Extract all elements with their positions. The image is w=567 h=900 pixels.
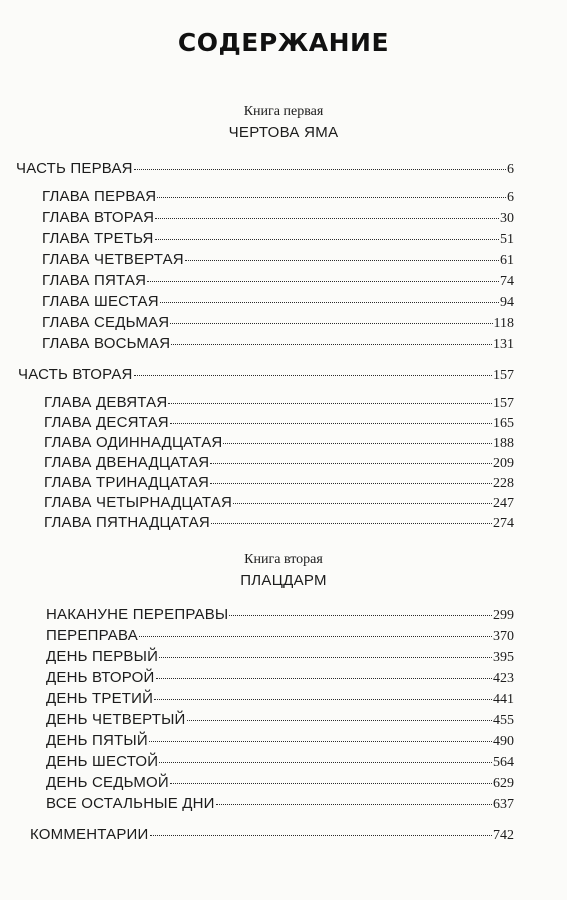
toc-entry-label: ГЛАВА ШЕСТАЯ [42,293,159,310]
toc-entry-label: ПЕРЕПРАВА [46,627,138,644]
toc-entry-chapter[interactable] [42,335,514,355]
book-two-label: Книга вторая [244,552,323,567]
toc-entry-label: ГЛАВА ЧЕТЫРНАДЦАТАЯ [44,494,232,511]
dot-leader [147,281,499,282]
toc-entry-label: ДЕНЬ ПЯТЫЙ [46,732,148,749]
toc-entry-page: 441 [493,692,514,707]
toc-entry-page: 61 [500,253,514,268]
toc-entry-page: 165 [493,416,514,431]
book-one-label: Книга первая [243,104,324,119]
toc-entry-chapter[interactable] [42,272,514,292]
toc-entry-label: ГЛАВА ПЯТНАДЦАТАЯ [44,514,210,531]
toc-entry-part-two[interactable] [18,366,514,386]
toc-entry-chapter[interactable] [44,394,514,414]
dot-leader [229,615,492,616]
toc-entry-chapter[interactable] [44,454,514,474]
toc-entry-section[interactable] [46,795,514,815]
toc-entry-page: 395 [493,650,514,665]
toc-entry-section[interactable] [46,669,514,689]
dot-leader [160,302,499,303]
dot-leader [223,443,492,444]
toc-entry-page: 564 [493,755,514,770]
toc-entry-page: 6 [507,162,514,177]
dot-leader [168,403,492,404]
toc-entry-label: ДЕНЬ ПЕРВЫЙ [46,648,159,665]
toc-entry-page: 74 [500,274,514,289]
dot-leader [149,741,492,742]
dot-leader [171,344,492,345]
dot-leader [150,835,492,836]
toc-entry-section[interactable] [46,711,514,731]
page-title: СОДЕРЖАНИЕ [177,28,390,57]
toc-entry-chapter[interactable] [44,514,514,534]
dot-leader [134,375,492,376]
dot-leader [187,720,492,721]
dot-leader [211,523,492,524]
toc-entry-label: ЧАСТЬ ПЕРВАЯ [16,160,133,177]
toc-entry-chapter[interactable] [44,434,514,454]
toc-entry-label: ГЛАВА ЧЕТВЕРТАЯ [42,251,184,268]
toc-entry-section[interactable] [46,606,514,626]
toc-entry-label: ГЛАВА СЕДЬМАЯ [42,314,170,331]
toc-entry-label: ГЛАВА ПЕРВАЯ [42,188,157,205]
toc-entry-chapter[interactable] [44,474,514,494]
toc-entry-part-one[interactable] [16,160,514,180]
toc-entry-chapter[interactable] [44,494,514,514]
toc-entry-page: 637 [493,797,514,812]
dot-leader [170,783,492,784]
toc-entry-chapter[interactable] [42,188,514,208]
toc-entry-chapter[interactable] [42,230,514,250]
toc-entry-chapter[interactable] [42,293,514,313]
toc-entry-label: ДЕНЬ СЕДЬМОЙ [46,774,169,791]
toc-entry-page: 455 [493,713,514,728]
dot-leader [233,503,492,504]
toc-entry-label: ГЛАВА ВОСЬМАЯ [42,335,171,352]
toc-entry-label: ЧАСТЬ ВТОРАЯ [18,366,133,383]
dot-leader [157,197,506,198]
toc-entry-label: ГЛАВА ДВЕНАДЦАТАЯ [44,454,210,471]
toc-entry-chapter[interactable] [42,314,514,334]
toc-entry-section[interactable] [46,627,514,647]
toc-entry-page: 6 [507,190,514,205]
toc-entry-chapter[interactable] [42,251,514,271]
dot-leader [170,323,492,324]
toc-entry-label: ДЕНЬ ТРЕТИЙ [46,690,154,707]
toc-entry-page: 742 [493,828,514,843]
toc-entry-page: 370 [493,629,514,644]
dot-leader [156,678,493,679]
toc-entry-section[interactable] [46,648,514,668]
toc-entry-section[interactable] [46,732,514,752]
toc-entry-label: ГЛАВА ПЯТАЯ [42,272,147,289]
toc-entry-comments[interactable] [30,826,514,846]
toc-entry-label: ДЕНЬ ЧЕТВЕРТЫЙ [46,711,186,728]
toc-entry-section[interactable] [46,774,514,794]
dot-leader [210,483,492,484]
toc-entry-section[interactable] [46,753,514,773]
toc-entry-page: 209 [493,456,514,471]
toc-entry-page: 188 [493,436,514,451]
toc-entry-label: ГЛАВА ОДИННАДЦАТАЯ [44,434,223,451]
toc-entry-page: 490 [493,734,514,749]
toc-entry-page: 299 [493,608,514,623]
toc-entry-page: 51 [500,232,514,247]
toc-entry-label: ГЛАВА ТРЕТЬЯ [42,230,154,247]
toc-entry-label: ГЛАВА ВТОРАЯ [42,209,155,226]
dot-leader [216,804,492,805]
toc-entry-page: 30 [500,211,514,226]
toc-entry-label: ГЛАВА ДЕВЯТАЯ [44,394,168,411]
book-one-title: ЧЕРТОВА ЯМА [228,124,339,141]
dot-leader [185,260,499,261]
toc-entry-page: 131 [493,337,514,352]
toc-entry-page: 118 [493,316,514,331]
toc-entry-section[interactable] [46,690,514,710]
dot-leader [159,762,492,763]
toc-entry-page: 157 [493,396,514,411]
dot-leader [159,657,492,658]
toc-entry-label: ГЛАВА ТРИНАДЦАТАЯ [44,474,210,491]
dot-leader [154,699,492,700]
dot-leader [155,239,499,240]
toc-entry-label: ВСЕ ОСТАЛЬНЫЕ ДНИ [46,795,215,812]
toc-entry-chapter[interactable] [44,414,514,434]
toc-entry-page: 629 [493,776,514,791]
book-two-title: ПЛАЦДАРМ [240,572,327,589]
toc-entry-page: 94 [500,295,514,310]
dot-leader [139,636,492,637]
dot-leader [170,423,492,424]
toc-entry-label: ДЕНЬ ВТОРОЙ [46,669,155,686]
dot-leader [210,463,492,464]
dot-leader [134,169,506,170]
toc-entry-label: ДЕНЬ ШЕСТОЙ [46,753,159,770]
toc-entry-label: КОММЕНТАРИИ [30,826,149,843]
toc-entry-label: ГЛАВА ДЕСЯТАЯ [44,414,169,431]
toc-entry-page: 157 [493,368,514,383]
toc-entry-page: 247 [493,496,514,511]
toc-entry-page: 228 [493,476,514,491]
dot-leader [155,218,499,219]
toc-entry-page: 423 [493,671,514,686]
toc-entry-page: 274 [493,516,514,531]
toc-entry-chapter[interactable] [42,209,514,229]
toc-entry-label: НАКАНУНЕ ПЕРЕПРАВЫ [46,606,229,623]
